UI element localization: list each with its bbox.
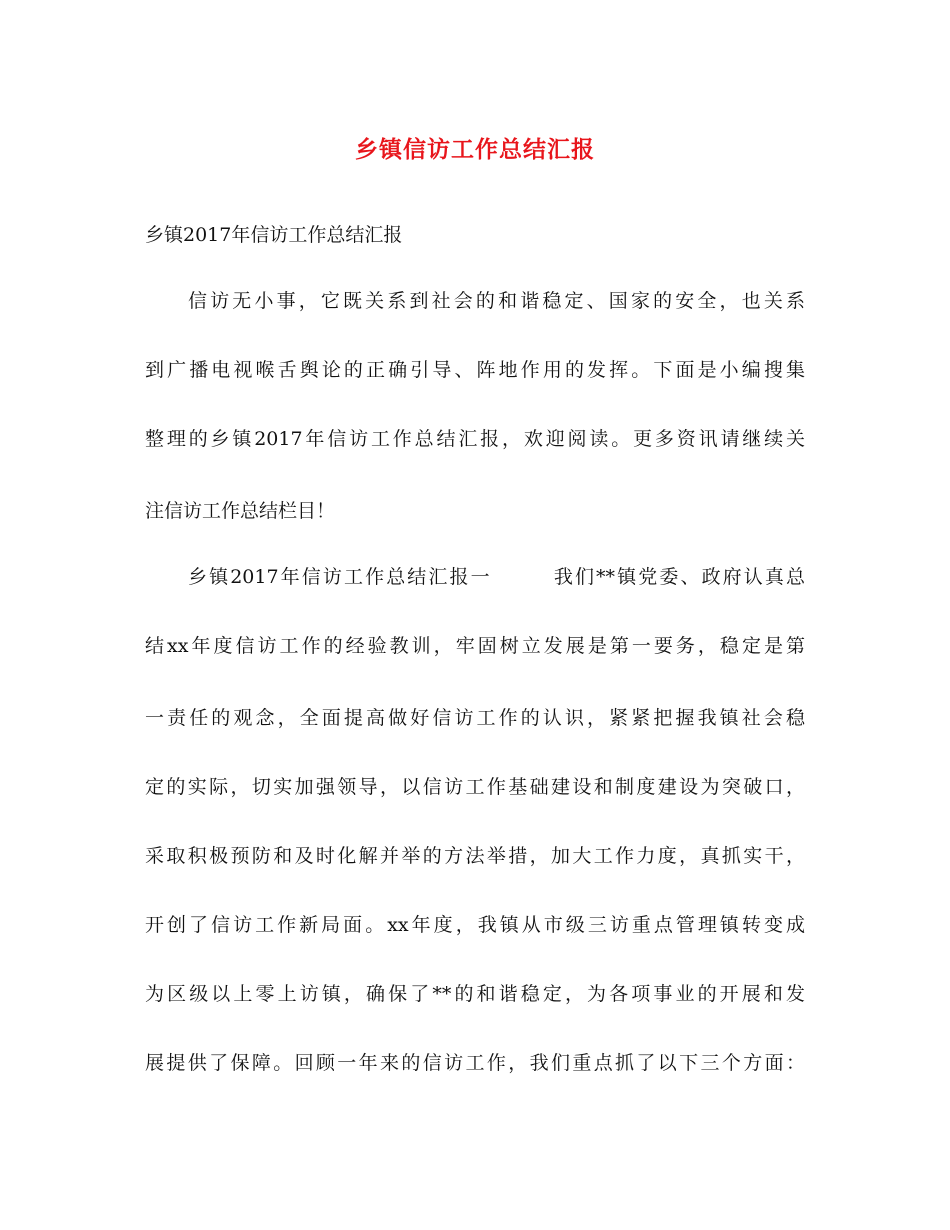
document-subtitle: 乡镇2017年信访工作总结汇报 <box>145 224 403 246</box>
paragraph-2-line-7: 为区级以上零上访镇，确保了**的和谐稳定，为各项事业的开展和发 <box>145 983 805 1005</box>
paragraph-2-line-2: 结xx年度信访工作的经验教训，牢固树立发展是第一要务，稳定是第 <box>145 635 805 657</box>
paragraph-2-heading: 乡镇2017年信访工作总结汇报一 <box>188 566 492 588</box>
paragraph-2-line-1 <box>188 560 805 594</box>
paragraph-1-line-2: 到广播电视喉舌舆论的正确引导、阵地作用的发挥。下面是小编搜集 <box>145 359 805 381</box>
paragraph-2-line-3: 一责任的观念，全面提高做好信访工作的认识，紧紧把握我镇社会稳 <box>145 707 805 729</box>
paragraph-2-first-text: 我们**镇党委、政府认真总 <box>551 566 805 588</box>
paragraph-1-line-4: 注信访工作总结栏目！ <box>145 500 336 522</box>
paragraph-1-line-3: 整理的乡镇2017年信访工作总结汇报，欢迎阅读。更多资讯请继续关 <box>145 428 805 450</box>
document-title: 乡镇信访工作总结汇报 <box>355 137 595 163</box>
paragraph-2-line-5: 采取积极预防和及时化解并举的方法举措，加大工作力度，真抓实干， <box>145 845 805 867</box>
paragraph-2-line-4: 定的实际，切实加强领导，以信访工作基础建设和制度建设为突破口， <box>145 776 805 798</box>
paragraph-2-line-8: 展提供了保障。回顾一年来的信访工作，我们重点抓了以下三个方面： <box>145 1052 805 1074</box>
paragraph-1-line-1: 信访无小事，它既关系到社会的和谐稳定、国家的安全，也关系 <box>188 290 805 312</box>
paragraph-2-line-6: 开创了信访工作新局面。xx年度，我镇从市级三访重点管理镇转变成 <box>145 914 805 936</box>
